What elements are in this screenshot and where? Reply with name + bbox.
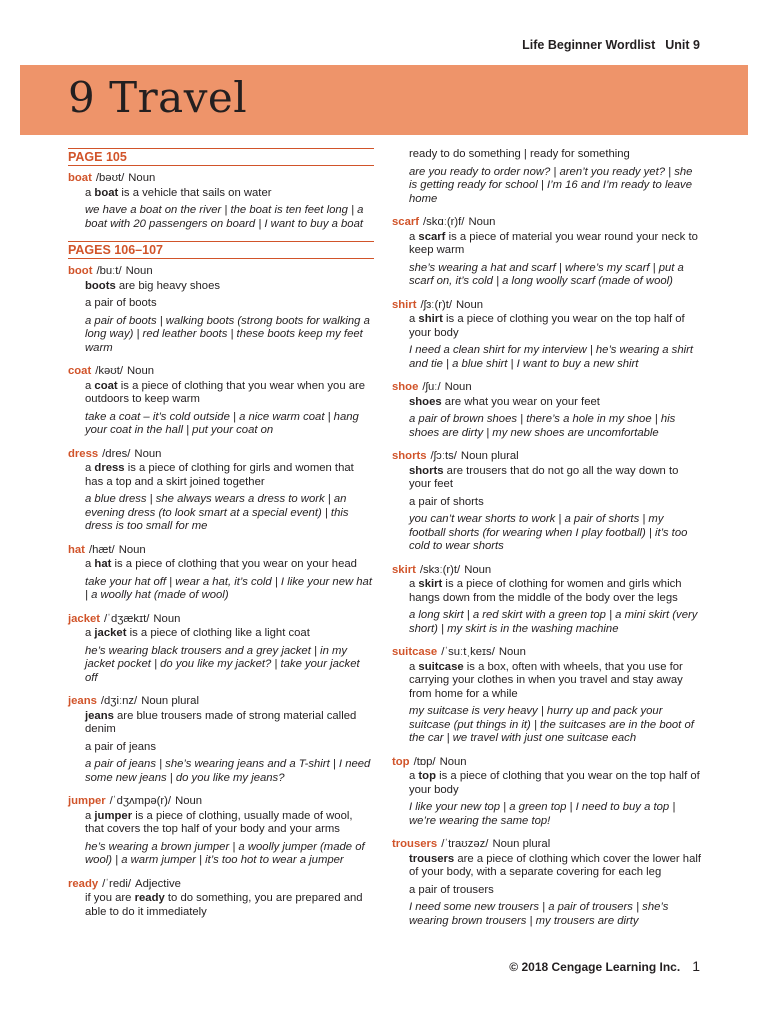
keyword: boots — [85, 279, 116, 292]
headword-line — [68, 544, 374, 558]
sense — [85, 558, 374, 603]
headword: scarf — [392, 216, 420, 228]
pronunciation: /tɒp/ — [413, 755, 436, 768]
collocation: ready to do something | ready for something — [409, 148, 630, 160]
sense — [409, 231, 702, 289]
headword-line — [392, 381, 702, 395]
headword: jumper — [68, 795, 106, 807]
definition-text: is a piece of clothing, usually made of wool, that covers the top half of your body and your arms — [85, 809, 353, 835]
definition — [409, 770, 702, 797]
keyword: coat — [94, 379, 118, 392]
keyword: trousers — [409, 852, 455, 865]
part-of-speech: Noun — [498, 646, 526, 658]
definition — [409, 853, 702, 880]
headword-line — [68, 613, 374, 627]
definition-lead: a — [85, 379, 95, 392]
examples: you can’t wear shorts to work | a pair of shorts | my football shorts (for wearing when I play football) | it’s too cold to wear shorts — [409, 513, 688, 552]
pronunciation: /ˈdʒʌmpə(r)/ — [109, 795, 172, 807]
definition-lead: a — [409, 230, 419, 243]
sense — [409, 578, 702, 636]
definition — [85, 710, 374, 737]
keyword: jacket — [94, 627, 127, 639]
part-of-speech: Noun — [468, 216, 496, 228]
part-of-speech: Noun — [125, 265, 153, 277]
headword: shirt — [392, 298, 417, 311]
section-heading: PAGES 106–107 — [68, 241, 374, 259]
keyword: top — [418, 770, 436, 782]
pronunciation: /ʃuː/ — [422, 381, 441, 393]
entry-shoe — [392, 381, 702, 440]
sense — [409, 853, 702, 929]
sense — [85, 710, 374, 786]
keyword: scarf — [418, 230, 446, 243]
examples: I like your new top | a green top | I need to buy a top | we’re wearing the same top! — [409, 801, 676, 827]
pronunciation: /bəʊt/ — [95, 172, 125, 184]
entry-jumper — [68, 795, 374, 868]
sense — [409, 770, 702, 828]
entry-dress — [68, 448, 374, 534]
definition — [85, 187, 374, 201]
definition-text: is a piece of clothing for girls and women that has a top and a skirt joined together — [85, 462, 354, 488]
part-of-speech: Noun plural — [141, 695, 199, 707]
definition-text: is a piece of clothing that you wear when you are outdoors to keep warm — [85, 379, 366, 405]
headword-line — [68, 172, 374, 186]
examples: he’s wearing black trousers and a grey jacket | in my jacket pocket | do you like my jacket? | take your jacket off — [85, 644, 360, 684]
collocation: a pair of boots — [85, 297, 157, 309]
part-of-speech: Noun — [439, 755, 467, 768]
part-of-speech: Noun — [118, 543, 146, 556]
part-of-speech: Noun — [127, 365, 155, 377]
pronunciation: /kəʊt/ — [95, 365, 124, 377]
pronunciation: /ˈredi/ — [102, 877, 132, 890]
headword-line — [68, 695, 374, 709]
entry-trousers — [392, 838, 702, 928]
keyword: jumper — [94, 809, 133, 822]
definition — [409, 578, 702, 605]
pronunciation: /skɜː(r)t/ — [419, 563, 461, 576]
sense — [85, 280, 374, 356]
section-pages-106-107 — [68, 241, 374, 919]
examples: are you ready to order now? | aren’t you ready yet? | she is getting ready for school | I’m 16 and I’m ready to leave home — [409, 165, 693, 205]
pronunciation: /hæt/ — [88, 543, 115, 556]
examples: take a coat – it’s cold outside | a nice warm coat | hang your coat in the hall | put your coat on — [85, 410, 359, 436]
headword: top — [392, 755, 410, 768]
wordlist-title: Life Beginner Wordlist — [522, 38, 656, 52]
entry-boot — [68, 265, 374, 355]
examples: a long skirt | a red skirt with a green top | a mini skirt (very short) | my skirt is in the washing machine — [409, 609, 698, 635]
part-of-speech: Noun — [456, 298, 484, 311]
part-of-speech: Noun plural — [460, 450, 519, 462]
entry-ready_cont — [409, 148, 702, 206]
keyword: skirt — [418, 578, 443, 590]
examples: a pair of brown shoes | there’s a hole in my shoe | his shoes are dirty | my new shoes are uncomfortable — [409, 413, 676, 439]
definition-text: are big heavy shoes — [115, 279, 220, 292]
definition-text: is a piece of clothing you wear on the top half of your body — [409, 313, 685, 339]
entry-jacket — [68, 613, 374, 686]
keyword: jeans — [85, 709, 114, 722]
definition — [409, 661, 702, 702]
headword-line — [392, 299, 702, 313]
keyword: shoes — [409, 395, 442, 408]
part-of-speech: Noun — [444, 381, 472, 393]
examples: I need some new trousers | a pair of trousers | she’s wearing brown trousers | my trousers are dirty — [409, 901, 669, 927]
examples: she’s wearing a hat and scarf | where’s my scarf | put a scarf on, it’s cold | a long woolly scarf (made of wool) — [409, 261, 684, 287]
headword-line — [68, 448, 374, 462]
title-banner — [20, 65, 748, 135]
entry-coat — [68, 365, 374, 438]
definition — [409, 396, 702, 410]
headword: trousers — [392, 838, 438, 850]
definition-text: is a piece of clothing like a light coat — [126, 627, 310, 639]
footer — [509, 958, 700, 974]
keyword: dress — [94, 462, 125, 474]
definition-text: is a box, often with wheels, that you use for carrying your clothes in when you travel and stay away from home for a while — [409, 660, 683, 700]
pronunciation: /skɑː(r)f/ — [423, 216, 465, 228]
definition-text: are trousers that do not go all the way down to your feet — [409, 464, 679, 490]
headword: boat — [68, 172, 92, 184]
sense — [85, 627, 374, 685]
headword-line — [68, 265, 374, 279]
sense — [409, 313, 702, 371]
headword-line — [68, 365, 374, 379]
keyword: hat — [94, 558, 112, 570]
headword-line — [392, 756, 702, 770]
part-of-speech: Noun — [175, 795, 203, 807]
definition — [85, 462, 374, 489]
pronunciation: /dres/ — [102, 447, 131, 460]
copyright: © 2018 Cengage Learning Inc. — [509, 960, 681, 974]
definition — [409, 231, 702, 258]
collocation: a pair of shorts — [409, 495, 484, 508]
definition-text: are blue trousers made of strong material called denim — [85, 709, 357, 735]
examples: a blue dress | she always wears a dress to work | an evening dress (to look smart at a special event) | this dress is too small for me — [85, 493, 349, 532]
examples: I need a clean shirt for my interview | he’s wearing a shirt and tie | a blue shirt | I want to buy a new shirt — [409, 344, 694, 370]
examples: a pair of boots | walking boots (strong boots for walking a long way) | red leather boots | these boots keep my feet warm — [85, 314, 370, 354]
keyword: shorts — [409, 464, 444, 477]
definition — [85, 627, 374, 641]
headword: boot — [68, 265, 93, 277]
definition-lead: a — [85, 627, 95, 639]
sense — [409, 396, 702, 441]
entry-suitcase — [392, 646, 702, 746]
definition — [85, 280, 374, 294]
headword: jeans — [68, 695, 97, 707]
headword-line — [68, 878, 374, 892]
entry-scarf — [392, 216, 702, 289]
definition-text: is a piece of material you wear round your neck to keep warm — [409, 230, 698, 256]
page-title: 9 Travel — [68, 73, 248, 122]
keyword: ready — [134, 892, 165, 904]
sense — [85, 810, 374, 868]
definition — [85, 810, 374, 837]
keyword: shirt — [418, 313, 443, 325]
headword: hat — [68, 543, 85, 556]
definition — [409, 313, 702, 340]
definition-text: is a piece of clothing that you wear on the top half of your body — [409, 770, 700, 796]
examples: we have a boat on the river | the boat is ten feet long | a boat with 20 passengers on board | I want to buy a boat — [85, 204, 364, 230]
definition-text: is a piece of clothing that you wear on your head — [111, 558, 357, 570]
keyword: suitcase — [418, 660, 464, 673]
headword: suitcase — [392, 646, 438, 658]
pronunciation: /buːt/ — [96, 265, 122, 277]
definition-lead: a — [409, 770, 419, 782]
entry-shorts — [392, 450, 702, 554]
definition — [409, 465, 702, 492]
definition — [85, 558, 374, 572]
pronunciation: /ˈdʒækɪt/ — [104, 612, 150, 625]
pronunciation: /dʒiːnz/ — [100, 695, 138, 707]
part-of-speech: Noun plural — [492, 838, 551, 850]
definition — [85, 892, 374, 919]
entry-shirt — [392, 299, 702, 372]
headword-line — [392, 646, 702, 660]
left-column — [68, 148, 374, 929]
pronunciation: /ˈsuːtˌkeɪs/ — [441, 646, 495, 658]
part-of-speech: Noun — [134, 447, 162, 460]
part-of-speech: Noun — [128, 172, 156, 184]
unit-label: Unit 9 — [665, 38, 700, 52]
definition-lead: a — [85, 809, 95, 822]
definition-lead: a — [85, 186, 95, 199]
sense — [85, 187, 374, 232]
headword: skirt — [392, 563, 416, 576]
sense — [85, 462, 374, 534]
sense — [409, 465, 702, 554]
definition-text: to do something, you are prepared and able to do it immediately — [85, 892, 363, 918]
entry-ready — [68, 878, 374, 920]
definition-lead: a — [85, 558, 95, 570]
section-heading: PAGE 105 — [68, 148, 374, 166]
headword-line — [68, 795, 374, 809]
right-column — [392, 148, 702, 938]
running-header — [522, 38, 700, 52]
examples: my suitcase is very heavy | hurry up and pack your suitcase (put things in it) | the suitcases are in the boot of the car | we travel with just one suitcase each — [409, 705, 694, 744]
headword: jacket — [68, 612, 101, 625]
examples: take your hat off | wear a hat, it’s cold | I like your new hat | a woolly hat (made of wool) — [85, 575, 372, 601]
collocation: a pair of trousers — [409, 883, 494, 896]
entry-jeans — [68, 695, 374, 785]
pronunciation: /ʃɔːts/ — [430, 450, 457, 462]
definition-text: is a vehicle that sails on water — [118, 186, 272, 199]
entry-boat — [68, 172, 374, 231]
definition-lead: a — [85, 462, 95, 474]
part-of-speech: Noun — [153, 612, 181, 625]
entry-top — [392, 756, 702, 829]
headword: shoe — [392, 381, 419, 393]
headword: shorts — [392, 450, 427, 462]
headword-line — [392, 216, 702, 230]
pronunciation: /ˈtraʊzəz/ — [441, 838, 489, 850]
entry-hat — [68, 544, 374, 603]
definition-lead: a — [409, 313, 419, 325]
keyword: boat — [94, 186, 119, 199]
examples: a pair of jeans | she’s wearing jeans and a T-shirt | I need some new jeans | do you like my jeans? — [85, 758, 371, 784]
headword: coat — [68, 365, 92, 377]
definition-lead: a — [409, 578, 419, 590]
headword: dress — [68, 447, 99, 460]
section-page-105 — [68, 148, 374, 231]
definition-text: are a piece of clothing which cover the lower half of your body, with a separate covering for each leg — [409, 852, 702, 878]
definition-text: is a piece of clothing for women and girls which hangs down from the middle of the body over the legs — [409, 578, 682, 604]
headword-line — [392, 838, 702, 852]
sense — [409, 661, 702, 746]
page-number: 1 — [692, 958, 700, 974]
headword-line — [392, 450, 702, 464]
collocation: a pair of jeans — [85, 740, 156, 753]
sense — [85, 892, 374, 919]
headword-line — [392, 564, 702, 578]
pronunciation: /ʃɜː(r)t/ — [420, 298, 453, 311]
part-of-speech: Adjective — [135, 877, 181, 890]
examples: he’s wearing a brown jumper | a woolly jumper (made of wool) | a warm jumper | it’s too hot to wear a jumper — [85, 840, 365, 866]
definition-text: are what you wear on your feet — [441, 395, 600, 408]
definition — [85, 380, 374, 407]
definition-lead: a — [409, 660, 419, 673]
part-of-speech: Noun — [464, 563, 492, 576]
sense — [85, 380, 374, 438]
definition-lead: if you are — [85, 892, 135, 904]
entry-skirt — [392, 564, 702, 637]
headword: ready — [68, 877, 99, 890]
